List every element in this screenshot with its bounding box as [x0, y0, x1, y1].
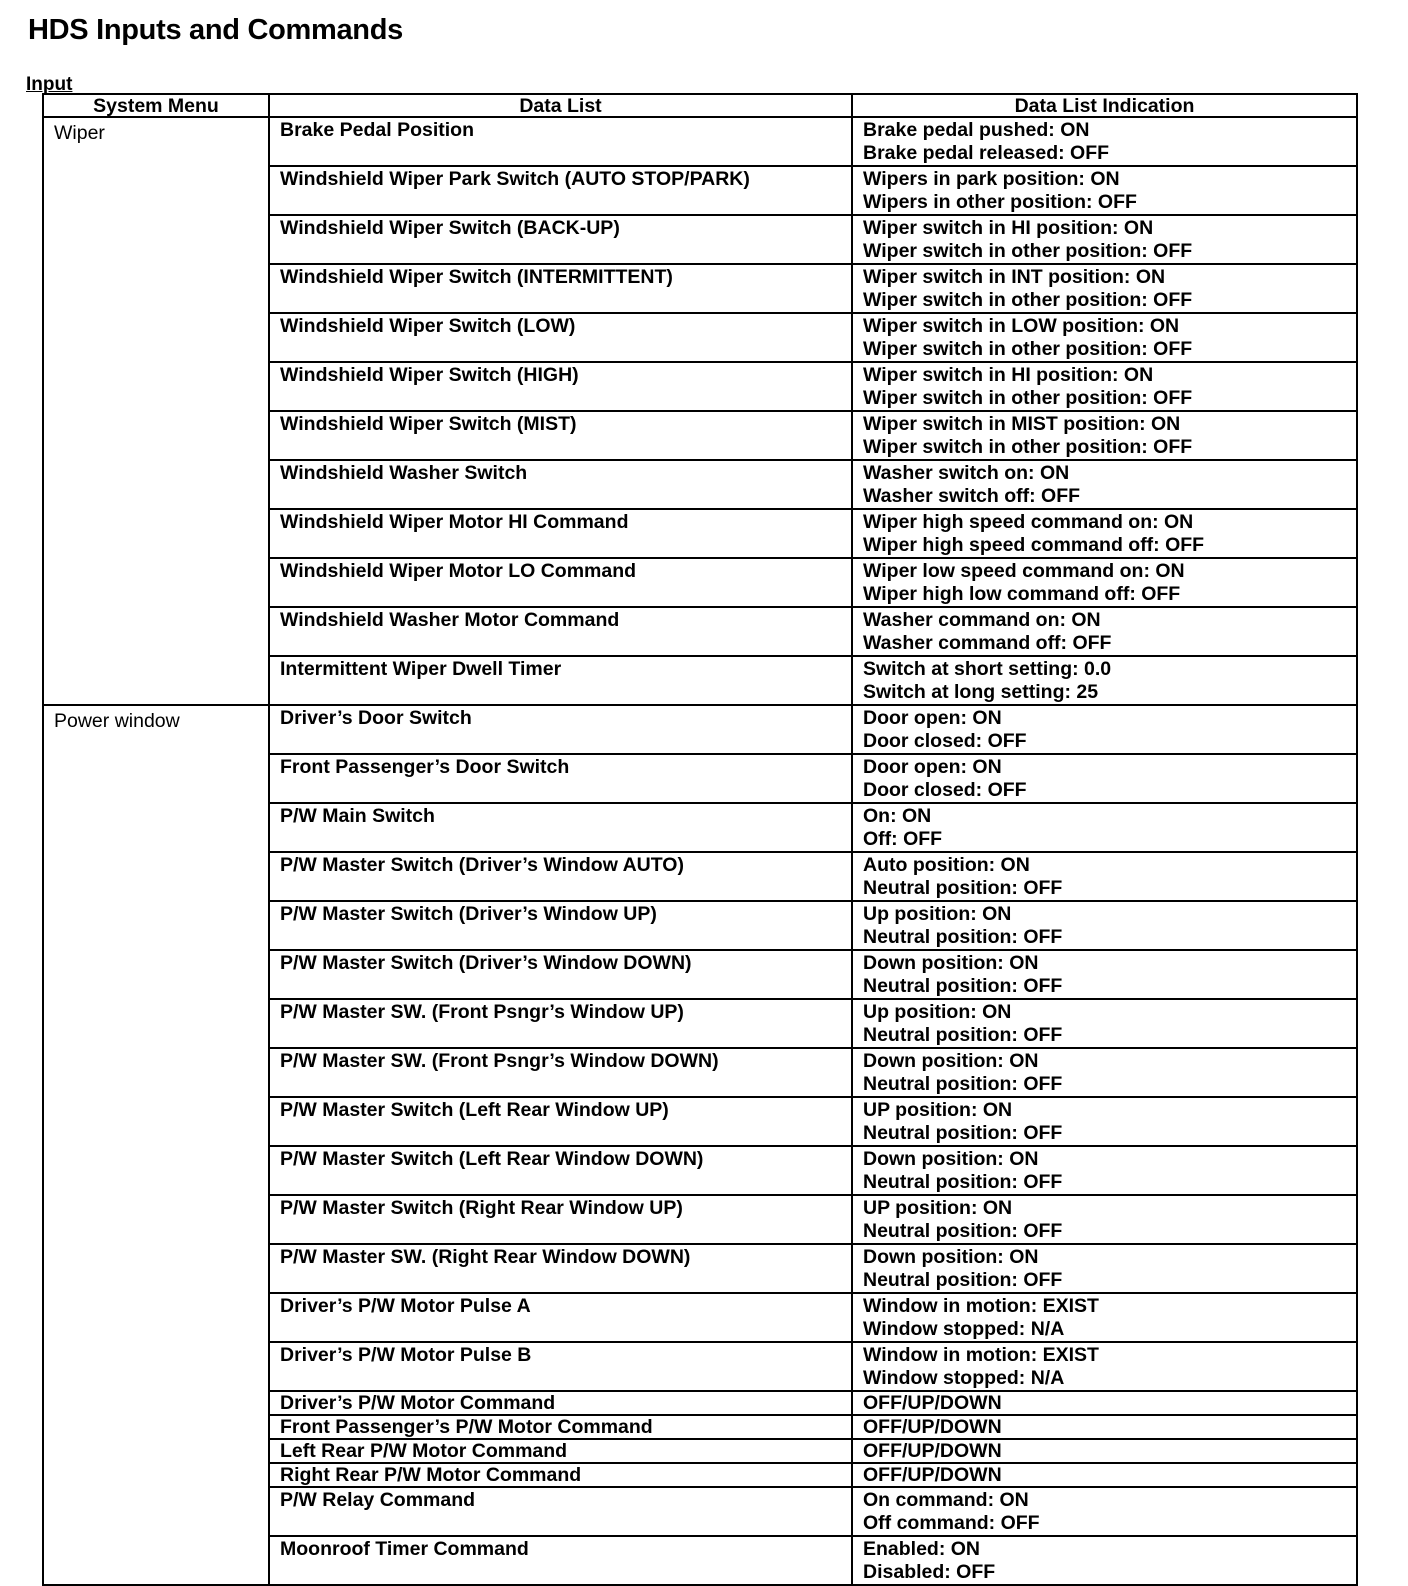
- indication-cell: [852, 460, 1357, 509]
- indication-cell: [852, 950, 1357, 999]
- indication-line: Neutral position: OFF: [863, 1073, 1063, 1095]
- indication-line: Down position: ON: [863, 1050, 1039, 1072]
- indication-line: Wipers in other position: OFF: [863, 191, 1137, 213]
- indication-line: Switch at short setting: 0.0: [863, 658, 1112, 680]
- indication-cell: [852, 509, 1357, 558]
- indication-line: Window in motion: EXIST: [863, 1344, 1099, 1366]
- indication-line: UP position: ON: [863, 1099, 1013, 1121]
- indication-cell: [852, 1342, 1357, 1391]
- indication-line: Off: OFF: [863, 828, 943, 850]
- indication-line: Wiper switch in MIST position: ON: [863, 413, 1181, 435]
- indication-line: Wiper high low command off: OFF: [863, 583, 1181, 605]
- indication-line: Wiper switch in other position: OFF: [863, 387, 1193, 409]
- data-list-cell: Windshield Wiper Switch (INTERMITTENT): [269, 264, 852, 313]
- data-list-cell: Windshield Wiper Park Switch (AUTO STOP/PARK): [269, 166, 852, 215]
- header-data-list-indication: Data List Indication: [852, 94, 1357, 117]
- indication-line: Neutral position: OFF: [863, 926, 1063, 948]
- indication-cell: [852, 999, 1357, 1048]
- indication-line: Window in motion: EXIST: [863, 1295, 1099, 1317]
- data-list-cell: Windshield Wiper Switch (LOW): [269, 313, 852, 362]
- indication-cell: [852, 1463, 1357, 1487]
- indication-cell: [852, 1536, 1357, 1585]
- indication-cell: [852, 411, 1357, 460]
- indication-cell: [852, 117, 1357, 166]
- indication-cell: [852, 754, 1357, 803]
- indication-line: Up position: ON: [863, 903, 1012, 925]
- indication-cell: [852, 1244, 1357, 1293]
- data-list-cell: Windshield Wiper Switch (MIST): [269, 411, 852, 460]
- indication-line: Wiper switch in other position: OFF: [863, 338, 1193, 360]
- indication-line: Window stopped: N/A: [863, 1318, 1065, 1340]
- indication-line: Wiper switch in INT position: ON: [863, 266, 1166, 288]
- header-data-list: Data List: [269, 94, 852, 117]
- indication-line: Down position: ON: [863, 1246, 1039, 1268]
- indication-cell: [852, 607, 1357, 656]
- data-list-cell: Windshield Wiper Motor LO Command: [269, 558, 852, 607]
- indication-cell: [852, 1146, 1357, 1195]
- data-list-cell: P/W Master SW. (Right Rear Window DOWN): [269, 1244, 852, 1293]
- indication-line: OFF/UP/DOWN: [863, 1392, 1002, 1414]
- indication-cell: [852, 1048, 1357, 1097]
- indication-line: Washer command off: OFF: [863, 632, 1112, 654]
- data-list-cell: P/W Master SW. (Front Psngr’s Window UP): [269, 999, 852, 1048]
- data-list-cell: Brake Pedal Position: [269, 117, 852, 166]
- indication-line: Wipers in park position: ON: [863, 168, 1120, 190]
- indication-line: Wiper switch in HI position: ON: [863, 217, 1154, 239]
- data-list-cell: Windshield Wiper Motor HI Command: [269, 509, 852, 558]
- system-menu-cell: Wiper: [43, 117, 269, 705]
- data-list-cell: Driver’s P/W Motor Command: [269, 1391, 852, 1415]
- indication-line: Down position: ON: [863, 952, 1039, 974]
- indication-line: Washer switch on: ON: [863, 462, 1070, 484]
- data-list-cell: Front Passenger’s Door Switch: [269, 754, 852, 803]
- indication-cell: [852, 803, 1357, 852]
- table-body: [43, 117, 1357, 1585]
- indication-line: On command: ON: [863, 1489, 1029, 1511]
- data-list-cell: Windshield Wiper Switch (HIGH): [269, 362, 852, 411]
- indication-line: Washer command on: ON: [863, 609, 1101, 631]
- data-list-cell: Right Rear P/W Motor Command: [269, 1463, 852, 1487]
- indication-line: Wiper switch in other position: OFF: [863, 289, 1193, 311]
- data-list-cell: P/W Master Switch (Driver’s Window UP): [269, 901, 852, 950]
- indication-cell: [852, 852, 1357, 901]
- data-list-cell: P/W Relay Command: [269, 1487, 852, 1536]
- indication-line: Off command: OFF: [863, 1512, 1040, 1534]
- data-list-cell: P/W Master Switch (Driver’s Window AUTO): [269, 852, 852, 901]
- indication-line: Neutral position: OFF: [863, 1171, 1063, 1193]
- indication-line: Wiper switch in other position: OFF: [863, 436, 1193, 458]
- data-list-cell: P/W Main Switch: [269, 803, 852, 852]
- system-menu-cell: Power window: [43, 705, 269, 1585]
- indication-line: Door open: ON: [863, 756, 1002, 778]
- indication-line: OFF/UP/DOWN: [863, 1416, 1002, 1438]
- data-list-cell: Windshield Washer Switch: [269, 460, 852, 509]
- indication-line: Wiper switch in LOW position: ON: [863, 315, 1180, 337]
- indication-cell: [852, 264, 1357, 313]
- indication-line: Neutral position: OFF: [863, 1269, 1063, 1291]
- indication-line: Wiper switch in HI position: ON: [863, 364, 1154, 386]
- indication-line: Door closed: OFF: [863, 779, 1027, 801]
- data-list-cell: P/W Master Switch (Right Rear Window UP): [269, 1195, 852, 1244]
- data-list-cell: Left Rear P/W Motor Command: [269, 1439, 852, 1463]
- inputs-table: [42, 93, 1358, 1586]
- indication-cell: [852, 1195, 1357, 1244]
- data-list-cell: Driver’s P/W Motor Pulse B: [269, 1342, 852, 1391]
- indication-line: UP position: ON: [863, 1197, 1013, 1219]
- section-label-input: Input: [26, 74, 73, 95]
- indication-cell: [852, 1391, 1357, 1415]
- indication-line: Washer switch off: OFF: [863, 485, 1081, 507]
- indication-cell: [852, 901, 1357, 950]
- indication-line: Wiper low speed command on: ON: [863, 560, 1185, 582]
- indication-line: Enabled: ON: [863, 1538, 981, 1560]
- indication-line: Brake pedal released: OFF: [863, 142, 1110, 164]
- indication-line: Neutral position: OFF: [863, 877, 1063, 899]
- indication-cell: [852, 313, 1357, 362]
- data-list-cell: P/W Master Switch (Left Rear Window DOWN): [269, 1146, 852, 1195]
- indication-line: Neutral position: OFF: [863, 1024, 1063, 1046]
- indication-line: Down position: ON: [863, 1148, 1039, 1170]
- indication-cell: [852, 362, 1357, 411]
- indication-line: Brake pedal pushed: ON: [863, 119, 1090, 141]
- indication-cell: [852, 656, 1357, 705]
- data-list-cell: Intermittent Wiper Dwell Timer: [269, 656, 852, 705]
- indication-line: Up position: ON: [863, 1001, 1012, 1023]
- indication-cell: [852, 1097, 1357, 1146]
- indication-line: Neutral position: OFF: [863, 1122, 1063, 1144]
- indication-line: Wiper switch in other position: OFF: [863, 240, 1193, 262]
- data-list-cell: Front Passenger’s P/W Motor Command: [269, 1415, 852, 1439]
- table-row: [43, 117, 1357, 166]
- indication-cell: [852, 1487, 1357, 1536]
- indication-cell: [852, 705, 1357, 754]
- indication-cell: [852, 558, 1357, 607]
- indication-line: Neutral position: OFF: [863, 1220, 1063, 1242]
- data-list-cell: Moonroof Timer Command: [269, 1536, 852, 1585]
- data-list-cell: Driver’s Door Switch: [269, 705, 852, 754]
- indication-cell: [852, 1415, 1357, 1439]
- data-list-cell: P/W Master Switch (Driver’s Window DOWN): [269, 950, 852, 999]
- indication-line: Wiper high speed command on: ON: [863, 511, 1194, 533]
- page-title: HDS Inputs and Commands: [28, 14, 403, 46]
- indication-line: Window stopped: N/A: [863, 1367, 1065, 1389]
- indication-line: Door closed: OFF: [863, 730, 1027, 752]
- data-list-cell: Windshield Washer Motor Command: [269, 607, 852, 656]
- data-list-cell: P/W Master Switch (Left Rear Window UP): [269, 1097, 852, 1146]
- indication-cell: [852, 215, 1357, 264]
- indication-line: Auto position: ON: [863, 854, 1030, 876]
- indication-line: Neutral position: OFF: [863, 975, 1063, 997]
- indication-line: Wiper high speed command off: OFF: [863, 534, 1205, 556]
- indication-line: Switch at long setting: 25: [863, 681, 1099, 703]
- indication-line: OFF/UP/DOWN: [863, 1440, 1002, 1462]
- data-list-cell: P/W Master SW. (Front Psngr’s Window DOWN): [269, 1048, 852, 1097]
- header-system-menu: System Menu: [43, 94, 269, 117]
- indication-cell: [852, 166, 1357, 215]
- indication-line: On: ON: [863, 805, 932, 827]
- indication-cell: [852, 1439, 1357, 1463]
- data-list-cell: Driver’s P/W Motor Pulse A: [269, 1293, 852, 1342]
- table-header-row: [43, 94, 1357, 117]
- indication-line: OFF/UP/DOWN: [863, 1464, 1002, 1486]
- indication-line: Disabled: OFF: [863, 1561, 996, 1583]
- data-list-cell: Windshield Wiper Switch (BACK-UP): [269, 215, 852, 264]
- indication-line: Door open: ON: [863, 707, 1002, 729]
- indication-cell: [852, 1293, 1357, 1342]
- table-row: [43, 705, 1357, 754]
